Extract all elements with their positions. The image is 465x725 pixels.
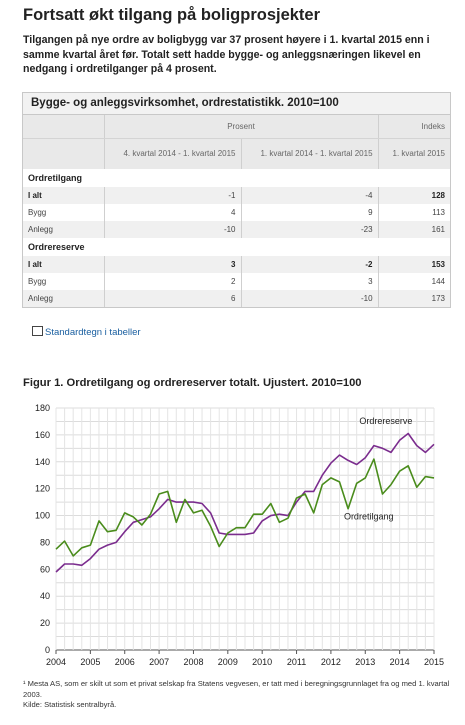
- y-tick-label: 160: [34, 429, 50, 440]
- source-note: Kilde: Statistisk sentralbyrå.: [23, 700, 117, 709]
- header-indeks: Indeks: [378, 115, 450, 139]
- row-label: I alt: [23, 256, 104, 273]
- x-axis: [46, 650, 444, 667]
- cell: 173: [378, 290, 450, 307]
- figure-title: Figur 1. Ordretilgang og ordrereserver totalt. Ujustert. 2010=100: [23, 377, 362, 389]
- footnotes: [23, 679, 453, 711]
- cell: 128: [378, 187, 450, 204]
- x-tick-label: 2005: [80, 657, 101, 667]
- x-tick-label: 2009: [217, 657, 238, 667]
- cell: 161: [378, 221, 450, 238]
- x-tick-label: 2010: [252, 657, 273, 667]
- x-tick-label: 2014: [389, 657, 410, 667]
- y-tick-label: 100: [34, 510, 50, 521]
- external-link-icon: [32, 326, 43, 336]
- table-row: [23, 187, 450, 204]
- x-tick-label: 2006: [114, 657, 135, 667]
- cell: -10: [241, 290, 378, 307]
- y-tick-label: 180: [34, 403, 50, 413]
- cell: 6: [104, 290, 241, 307]
- x-tick-label: 2008: [183, 657, 204, 667]
- header-empty-2: [23, 139, 104, 170]
- series-label-ordrereserve: Ordrereserve: [359, 416, 413, 427]
- cell: 153: [378, 256, 450, 273]
- row-label: I alt: [23, 187, 104, 204]
- header-col1: 4. kvartal 2014 - 1. kvartal 2015: [104, 139, 241, 170]
- chart-grid: [56, 408, 434, 650]
- cell: -1: [104, 187, 241, 204]
- table-row: [23, 290, 450, 307]
- line-chart: [20, 398, 448, 673]
- x-tick-label: 2011: [286, 657, 307, 667]
- table-row: [23, 221, 450, 238]
- x-tick-label: 2007: [149, 657, 170, 667]
- order-statistics-table: [22, 92, 451, 308]
- header-col3: 1. kvartal 2015: [378, 139, 450, 170]
- cell: 2: [104, 273, 241, 290]
- cell: 4: [104, 204, 241, 221]
- cell: -10: [104, 221, 241, 238]
- cell: 113: [378, 204, 450, 221]
- standard-symbols-link[interactable]: [32, 326, 141, 338]
- section-ordretilgang: Ordretilgang: [23, 169, 450, 187]
- series-label-ordretilgang: Ordretilgang: [343, 511, 394, 522]
- cell: 144: [378, 273, 450, 290]
- header-prosent: Prosent: [104, 115, 378, 139]
- section-ordrereserve: Ordrereserve: [23, 238, 450, 256]
- y-tick-label: 40: [39, 591, 50, 602]
- row-label: Anlegg: [23, 290, 104, 307]
- page-title: Fortsatt økt tilgang på boligprosjekter: [23, 6, 321, 24]
- cell: -4: [241, 187, 378, 204]
- row-label: Bygg: [28, 208, 47, 217]
- table-row: [23, 256, 450, 273]
- row-label: Bygg: [28, 277, 47, 286]
- x-tick-label: 2004: [45, 657, 67, 667]
- cell: 9: [241, 204, 378, 221]
- cell: 3: [241, 273, 378, 290]
- y-tick-label: 60: [39, 564, 50, 575]
- footnote: ¹ Mesta AS, som er skilt ut som et privat selskap fra Statens vegvesen, er tatt med i beregningsgrunnlaget fra og med 1. kvartal 2003.: [23, 679, 450, 699]
- x-tick-label: 2012: [320, 657, 341, 667]
- cell: -2: [241, 256, 378, 273]
- table-row: [23, 273, 450, 290]
- y-tick-label: 0: [44, 645, 50, 655]
- y-tick-label: 140: [34, 456, 50, 467]
- lead-text: Tilgangen på nye ordre av boligbygg var 37 prosent høyere i 1. kvartal 2015 enn i samme kvartal året før. Totalt sett hadde bygge- og anleggsnæringen likevel en nedgang i ordretilganger på 4 prosent.: [23, 34, 430, 75]
- standard-symbols-label: Standardtegn i tabeller: [45, 327, 141, 338]
- row-label: Anlegg: [23, 221, 104, 238]
- header-empty: [23, 115, 104, 139]
- header-col2: 1. kvartal 2014 - 1. kvartal 2015: [241, 139, 378, 170]
- table-row: [23, 204, 450, 221]
- table-caption: Bygge- og anleggsvirksomhet, ordrestatistikk. 2010=100: [23, 93, 450, 115]
- y-axis: [35, 403, 50, 655]
- y-tick-label: 80: [39, 537, 50, 548]
- x-tick-label: 2015: [423, 657, 445, 667]
- y-tick-label: 120: [34, 483, 50, 494]
- x-tick-label: 2013: [355, 657, 376, 667]
- cell: 3: [104, 256, 241, 273]
- cell: -23: [241, 221, 378, 238]
- y-tick-label: 20: [39, 618, 50, 629]
